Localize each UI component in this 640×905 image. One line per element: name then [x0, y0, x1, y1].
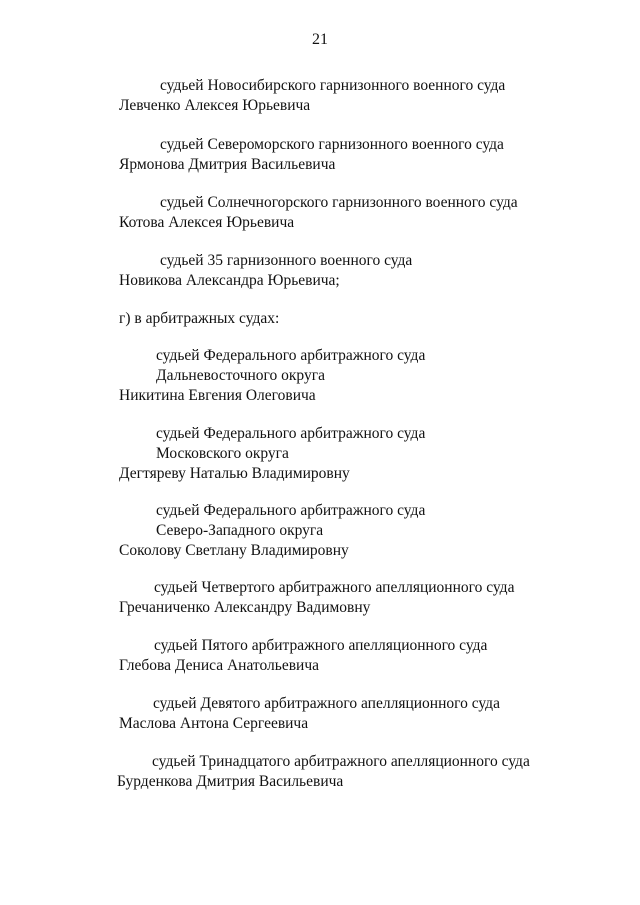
appointment-entry [0, 578, 640, 618]
person-name: Глебова Дениса Анатольевича [119, 657, 320, 674]
position-line: судьей Североморского гарнизонного военного суда [160, 136, 504, 153]
appointment-entry [0, 76, 640, 116]
position-line: судьей Солнечногорского гарнизонного военного суда [160, 194, 518, 211]
position-line: судьей Девятого арбитражного апелляционного суда [153, 695, 500, 712]
section-heading-text: г) в арбитражных судах: [119, 310, 280, 327]
appointment-entry [0, 346, 640, 406]
position-line: судьей Федерального арбитражного суда [156, 502, 426, 519]
appointment-entry [0, 193, 640, 233]
position-line: судьей Тринадцатого арбитражного апелляционного суда [152, 753, 530, 770]
appointment-entry [0, 251, 640, 291]
appointment-entry [0, 135, 640, 175]
position-line: Дальневосточного округа [156, 367, 325, 384]
appointment-entry [0, 636, 640, 676]
position-line: судьей Новосибирского гарнизонного военного суда [160, 77, 506, 94]
person-name: Бурденкова Дмитрия Васильевича [117, 773, 344, 790]
person-name: Дегтяреву Наталью Владимировну [119, 465, 350, 482]
position-line: судьей Пятого арбитражного апелляционного суда [154, 637, 488, 654]
position-line: судьей 35 гарнизонного военного суда [160, 252, 413, 269]
page-number: 21 [312, 31, 328, 48]
appointment-entry [0, 424, 640, 484]
appointment-entry [0, 694, 640, 734]
position-line: Московского округа [156, 445, 289, 462]
position-line: Северо-Западного округа [156, 522, 324, 539]
person-name: Ярмонова Дмитрия Васильевича [119, 156, 336, 173]
position-line: судьей Федерального арбитражного суда [156, 347, 426, 364]
person-name: Соколову Светлану Владимировну [119, 542, 349, 559]
appointment-entry [0, 501, 640, 561]
section-heading [0, 309, 640, 329]
person-name: Новикова Александра Юрьевича; [119, 272, 340, 289]
person-name: Маслова Антона Сергеевича [119, 715, 309, 732]
person-name: Никитина Евгения Олеговича [119, 387, 316, 404]
position-line: судьей Четвертого арбитражного апелляционного суда [154, 579, 515, 596]
person-name: Левченко Алексея Юрьевича [119, 97, 311, 114]
appointment-entry [0, 752, 640, 792]
position-line: судьей Федерального арбитражного суда [156, 425, 426, 442]
person-name: Гречаниченко Александру Вадимовну [119, 599, 371, 616]
person-name: Котова Алексея Юрьевича [119, 214, 295, 231]
